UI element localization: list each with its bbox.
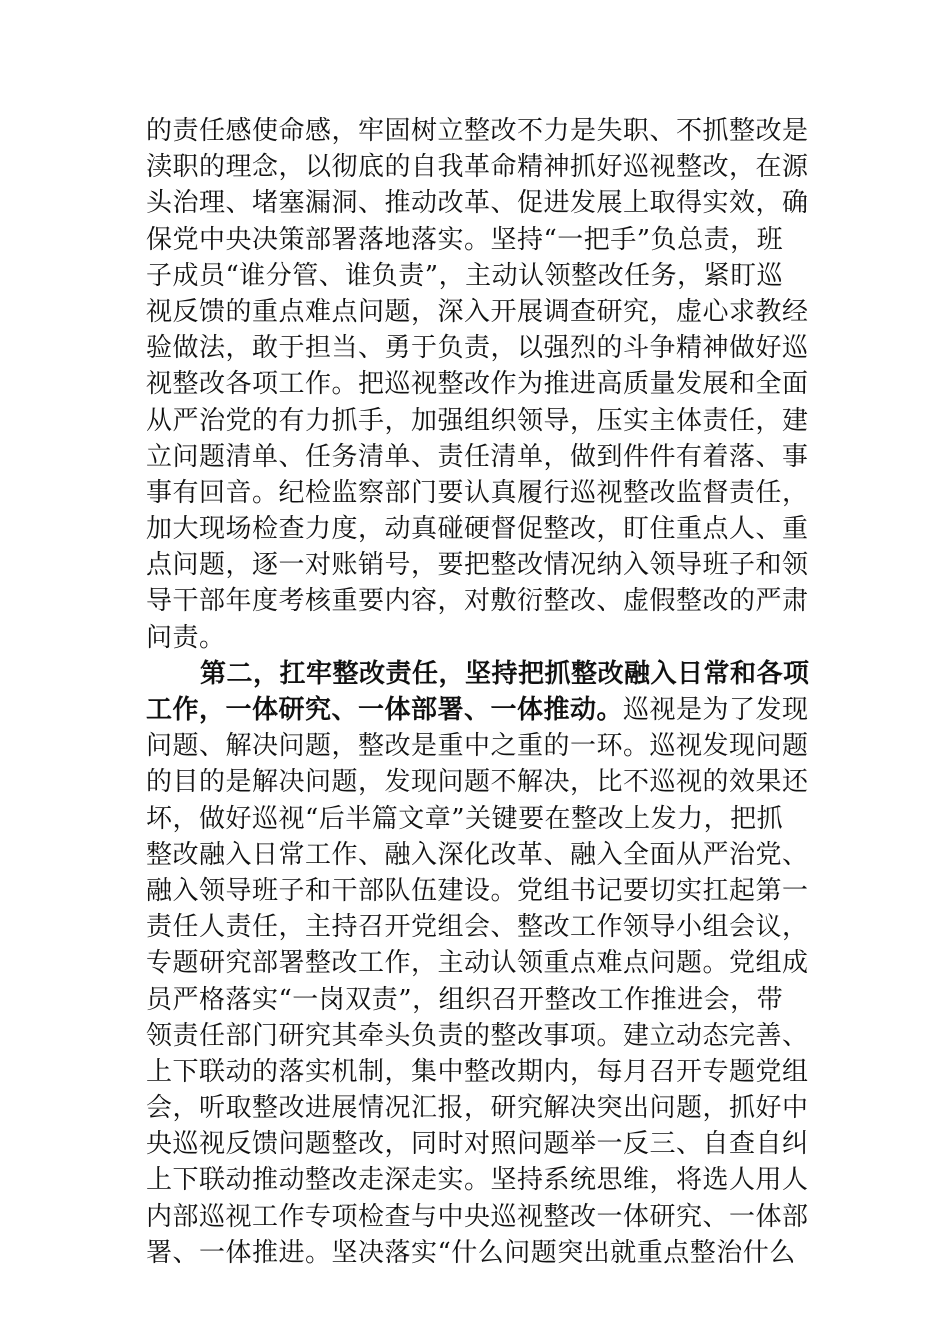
text-line: 视反馈的重点难点问题，深入开展调查研究，虚心求教经 (146, 296, 809, 327)
text-line: 渎职的理念，以彻底的自我革命精神抓好巡视整改，在源 (146, 152, 809, 183)
text-line: 的责任感使命感，牢固树立整改不力是失职、不抓整改是 (146, 116, 809, 146)
paragraph-1 (146, 113, 812, 656)
text-line: 会，听取整改进展情况汇报，研究解决突出问题，抓好中 (146, 1093, 809, 1124)
text-run: 巡视是为了发现 (623, 695, 809, 725)
text-line: 头治理、堵塞漏洞、推动改革、促进发展上取得实效，确 (146, 188, 809, 219)
text-line: 视整改各项工作。把巡视整改作为推进高质量发展和全面 (146, 369, 809, 400)
text-line: 内部巡视工作专项检查与中央巡视整改一体研究、一体部 (146, 1201, 809, 1232)
text-line: 加大现场检查力度，动真碰硬督促整改，盯住重点人、重 (146, 514, 809, 545)
text-line: 责任人责任，主持召开党组会、整改工作领导小组会议， (146, 912, 809, 943)
text-line: 领责任部门研究其牵头负责的整改事项。建立动态完善、 (146, 1020, 809, 1051)
text-line: 坏，做好巡视“后半篇文章”关键要在整改上发力，把抓 (146, 803, 784, 834)
text-line: 问题、解决问题，整改是重中之重的一环。巡视发现问题 (146, 731, 809, 762)
text-line: 员严格落实“一岗双责”，组织召开整改工作推进会，带 (146, 984, 784, 1015)
text-line: 专题研究部署整改工作，主动认领重点难点问题。党组成 (146, 948, 809, 979)
text-line: 问责。 (146, 622, 226, 653)
paragraph-2 (146, 656, 812, 1271)
section-heading-end: 工作，一体研究、一体部署、一体推动。 (146, 695, 624, 725)
text-line: 上下联动的落实机制，集中整改期内，每月召开专题党组 (146, 1056, 809, 1087)
text-line: 融入领导班子和干部队伍建设。党组书记要切实扛起第一 (146, 875, 809, 906)
text-line (146, 692, 812, 728)
text-line: 上下联动推动整改走深走实。坚持系统思维，将选人用人 (146, 1165, 809, 1196)
text-line: 子成员“谁分管、谁负责”，主动认领整改任务，紧盯巡 (146, 260, 784, 291)
text-line: 央巡视反馈问题整改，同时对照问题举一反三、自查自纠 (146, 1129, 809, 1160)
text-line: 署、一体推进。坚决落实“什么问题突出就重点整治什么 (146, 1237, 796, 1268)
text-line: 整改融入日常工作、融入深化改革、融入全面从严治党、 (146, 839, 809, 870)
text-line: 的目的是解决问题，发现问题不解决，比不巡视的效果还 (146, 767, 809, 798)
text-line: 保党中央决策部署落地落实。坚持“一把手”负总责，班 (146, 224, 784, 255)
text-line: 立问题清单、任务清单、责任清单，做到件件有着落、事 (146, 441, 809, 472)
text-line: 导干部年度考核重要内容，对敷衍整改、虚假整改的严肃 (146, 586, 809, 617)
text-line: 事有回音。纪检监察部门要认真履行巡视整改监督责任， (146, 477, 809, 508)
document-body (146, 113, 812, 1271)
text-line: 从严治党的有力抓手，加强组织领导，压实主体责任，建 (146, 405, 809, 436)
text-line: 点问题，逐一对账销号，要把整改情况纳入领导班子和领 (146, 550, 809, 581)
section-heading-line: 第二，扛牢整改责任，坚持把抓整改融入日常和各项 (200, 658, 810, 689)
text-line: 验做法，敢于担当、勇于负责，以强烈的斗争精神做好巡 (146, 333, 809, 364)
